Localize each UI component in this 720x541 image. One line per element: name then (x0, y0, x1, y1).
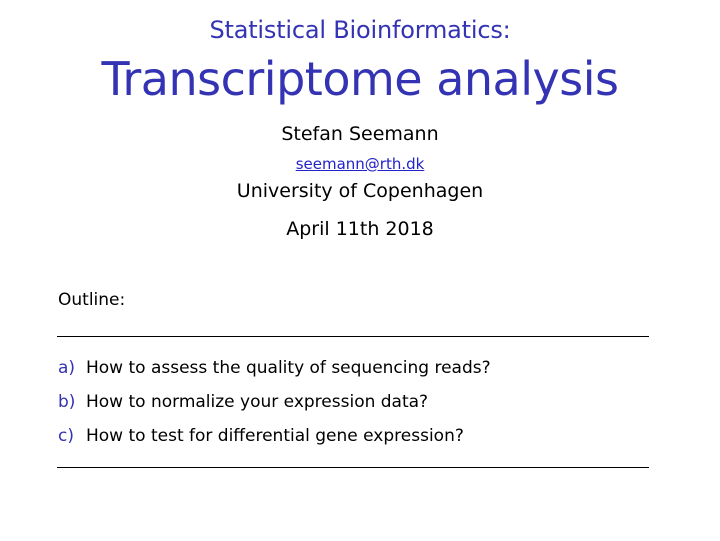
outline-bottom-rule (57, 467, 649, 468)
outline-list (58, 356, 648, 458)
slide-title: Transcriptome analysis (101, 52, 619, 106)
outline-item-text: How to test for differential gene expression? (86, 426, 464, 446)
author-email (0, 155, 720, 173)
outline-item-a (58, 356, 648, 390)
outline-item-b (58, 390, 648, 424)
outline-top-rule (57, 336, 649, 337)
outline-label: Outline: (58, 290, 126, 310)
outline-marker: a) (58, 358, 76, 378)
outline-marker: c) (58, 426, 74, 446)
outline-marker: b) (58, 392, 76, 412)
author-name: Stefan Seemann (281, 123, 439, 145)
outline-item-text: How to normalize your expression data? (86, 392, 429, 412)
presentation-date: April 11th 2018 (286, 218, 434, 240)
outline-item-c (58, 424, 648, 458)
slide-subtitle: Statistical Bioinformatics: (209, 16, 511, 44)
email-link[interactable]: seemann@rth.dk (295, 155, 425, 173)
institute: University of Copenhagen (236, 180, 484, 202)
outline-item-text: How to assess the quality of sequencing reads? (86, 358, 491, 378)
